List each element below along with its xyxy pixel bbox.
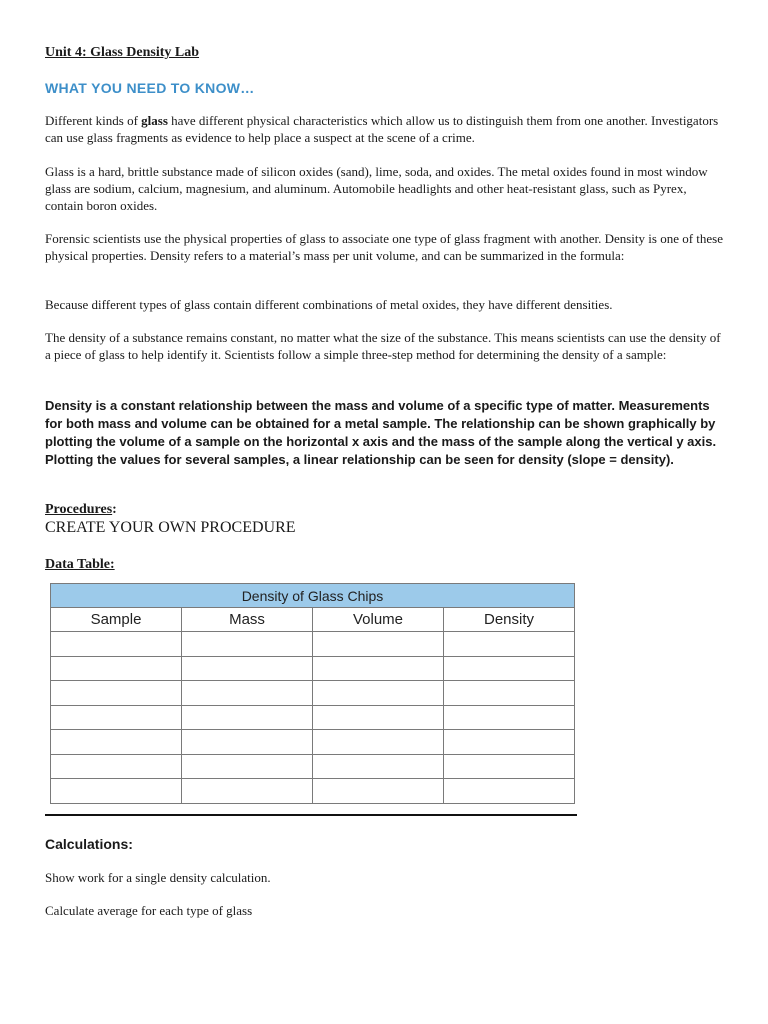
table-cell[interactable] <box>182 681 313 706</box>
table-cell[interactable] <box>51 779 182 804</box>
density-data-table <box>50 583 575 804</box>
table-cell[interactable] <box>51 754 182 779</box>
table-cell[interactable] <box>51 705 182 730</box>
paragraph-glass-intro <box>45 112 725 146</box>
document-title: Unit 4: Glass Density Lab <box>45 45 200 60</box>
table-row <box>51 681 575 706</box>
paragraph-density-relationship: Density is a constant relationship between the mass and volume of a specific type of matter. Measurements for both mass and volume can be obtained for a metal sample. The relationship can be shown graphically by plotting the volume of a sample on the horizontal x axis and the mass of the sample along the vertical y axis. Plotting the values for several samples, a linear relationship can be seen for density (slope = density). <box>45 398 717 467</box>
table-cell[interactable] <box>444 632 575 657</box>
table-cell[interactable] <box>182 705 313 730</box>
table-row <box>51 632 575 657</box>
column-header-sample: Sample <box>51 608 182 632</box>
table-cell[interactable] <box>182 632 313 657</box>
procedures-instruction: CREATE YOUR OWN PROCEDURE <box>45 519 296 536</box>
table-cell[interactable] <box>444 705 575 730</box>
table-caption: Density of Glass Chips <box>51 584 575 608</box>
table-cell[interactable] <box>444 779 575 804</box>
para1-bold-word: glass <box>141 113 168 128</box>
table-row <box>51 754 575 779</box>
table-cell[interactable] <box>313 705 444 730</box>
table-cell[interactable] <box>51 632 182 657</box>
table-cell[interactable] <box>182 656 313 681</box>
table-cell[interactable] <box>313 730 444 755</box>
calculation-instruction-average: Calculate average for each type of glass <box>45 903 253 918</box>
table-cell[interactable] <box>182 754 313 779</box>
table-cell[interactable] <box>182 779 313 804</box>
column-header-mass: Mass <box>182 608 313 632</box>
table-caption-row <box>51 584 575 608</box>
para1-text-start: Different kinds of <box>45 113 142 128</box>
paragraph-density-constant: The density of a substance remains constant, no matter what the size of the substance. This means scientists can use the density of a piece of glass to help identify it. Scientists follow a simple three-step method for determining the density of a sample: <box>45 330 721 362</box>
table-cell[interactable] <box>444 730 575 755</box>
procedures-label-colon: : <box>112 502 117 517</box>
column-header-density: Density <box>444 608 575 632</box>
table-cell[interactable] <box>182 730 313 755</box>
procedures-label-text: Procedures <box>45 502 113 517</box>
table-row <box>51 705 575 730</box>
table-row <box>51 656 575 681</box>
paragraph-glass-composition: Glass is a hard, brittle substance made of silicon oxides (sand), lime, soda, and oxides. The metal oxides found in most window glass are sodium, calcium, magnesium, and aluminum. Automobile headlights and other heat-resistant glass, such as Pyrex, contain boron oxides. <box>45 164 708 213</box>
table-cell[interactable] <box>444 754 575 779</box>
section-heading: WHAT YOU NEED TO KNOW… <box>45 80 255 96</box>
column-header-volume: Volume <box>313 608 444 632</box>
table-cell[interactable] <box>313 656 444 681</box>
para1-text-end: have different physical characteristics which allow us to distinguish them from one another. Investigators can use glass fragments as evidence to help place a suspect at the scene of a crime. <box>45 113 719 145</box>
table-cell[interactable] <box>444 656 575 681</box>
table-cell[interactable] <box>51 656 182 681</box>
table-cell[interactable] <box>313 681 444 706</box>
calculations-label: Calculations: <box>45 836 133 852</box>
data-table-label: Data Table: <box>45 557 115 572</box>
table-cell[interactable] <box>444 681 575 706</box>
table-row <box>51 779 575 804</box>
table-cell[interactable] <box>51 681 182 706</box>
paragraph-density-definition: Forensic scientists use the physical properties of glass to associate one type of glass fragment with another. Density is one of these physical properties. Density refers to a material’s mass per unit volume, and can be summarized in the formula: <box>45 231 724 263</box>
table-header-row <box>51 608 575 632</box>
table-cell[interactable] <box>51 730 182 755</box>
table-cell[interactable] <box>313 754 444 779</box>
table-cell[interactable] <box>313 632 444 657</box>
table-cell[interactable] <box>313 779 444 804</box>
horizontal-divider <box>45 814 577 816</box>
procedures-label <box>45 502 117 518</box>
calculation-instruction-single: Show work for a single density calculation. <box>45 870 271 885</box>
table-row <box>51 730 575 755</box>
paragraph-different-densities: Because different types of glass contain different combinations of metal oxides, they have different densities. <box>45 297 613 312</box>
